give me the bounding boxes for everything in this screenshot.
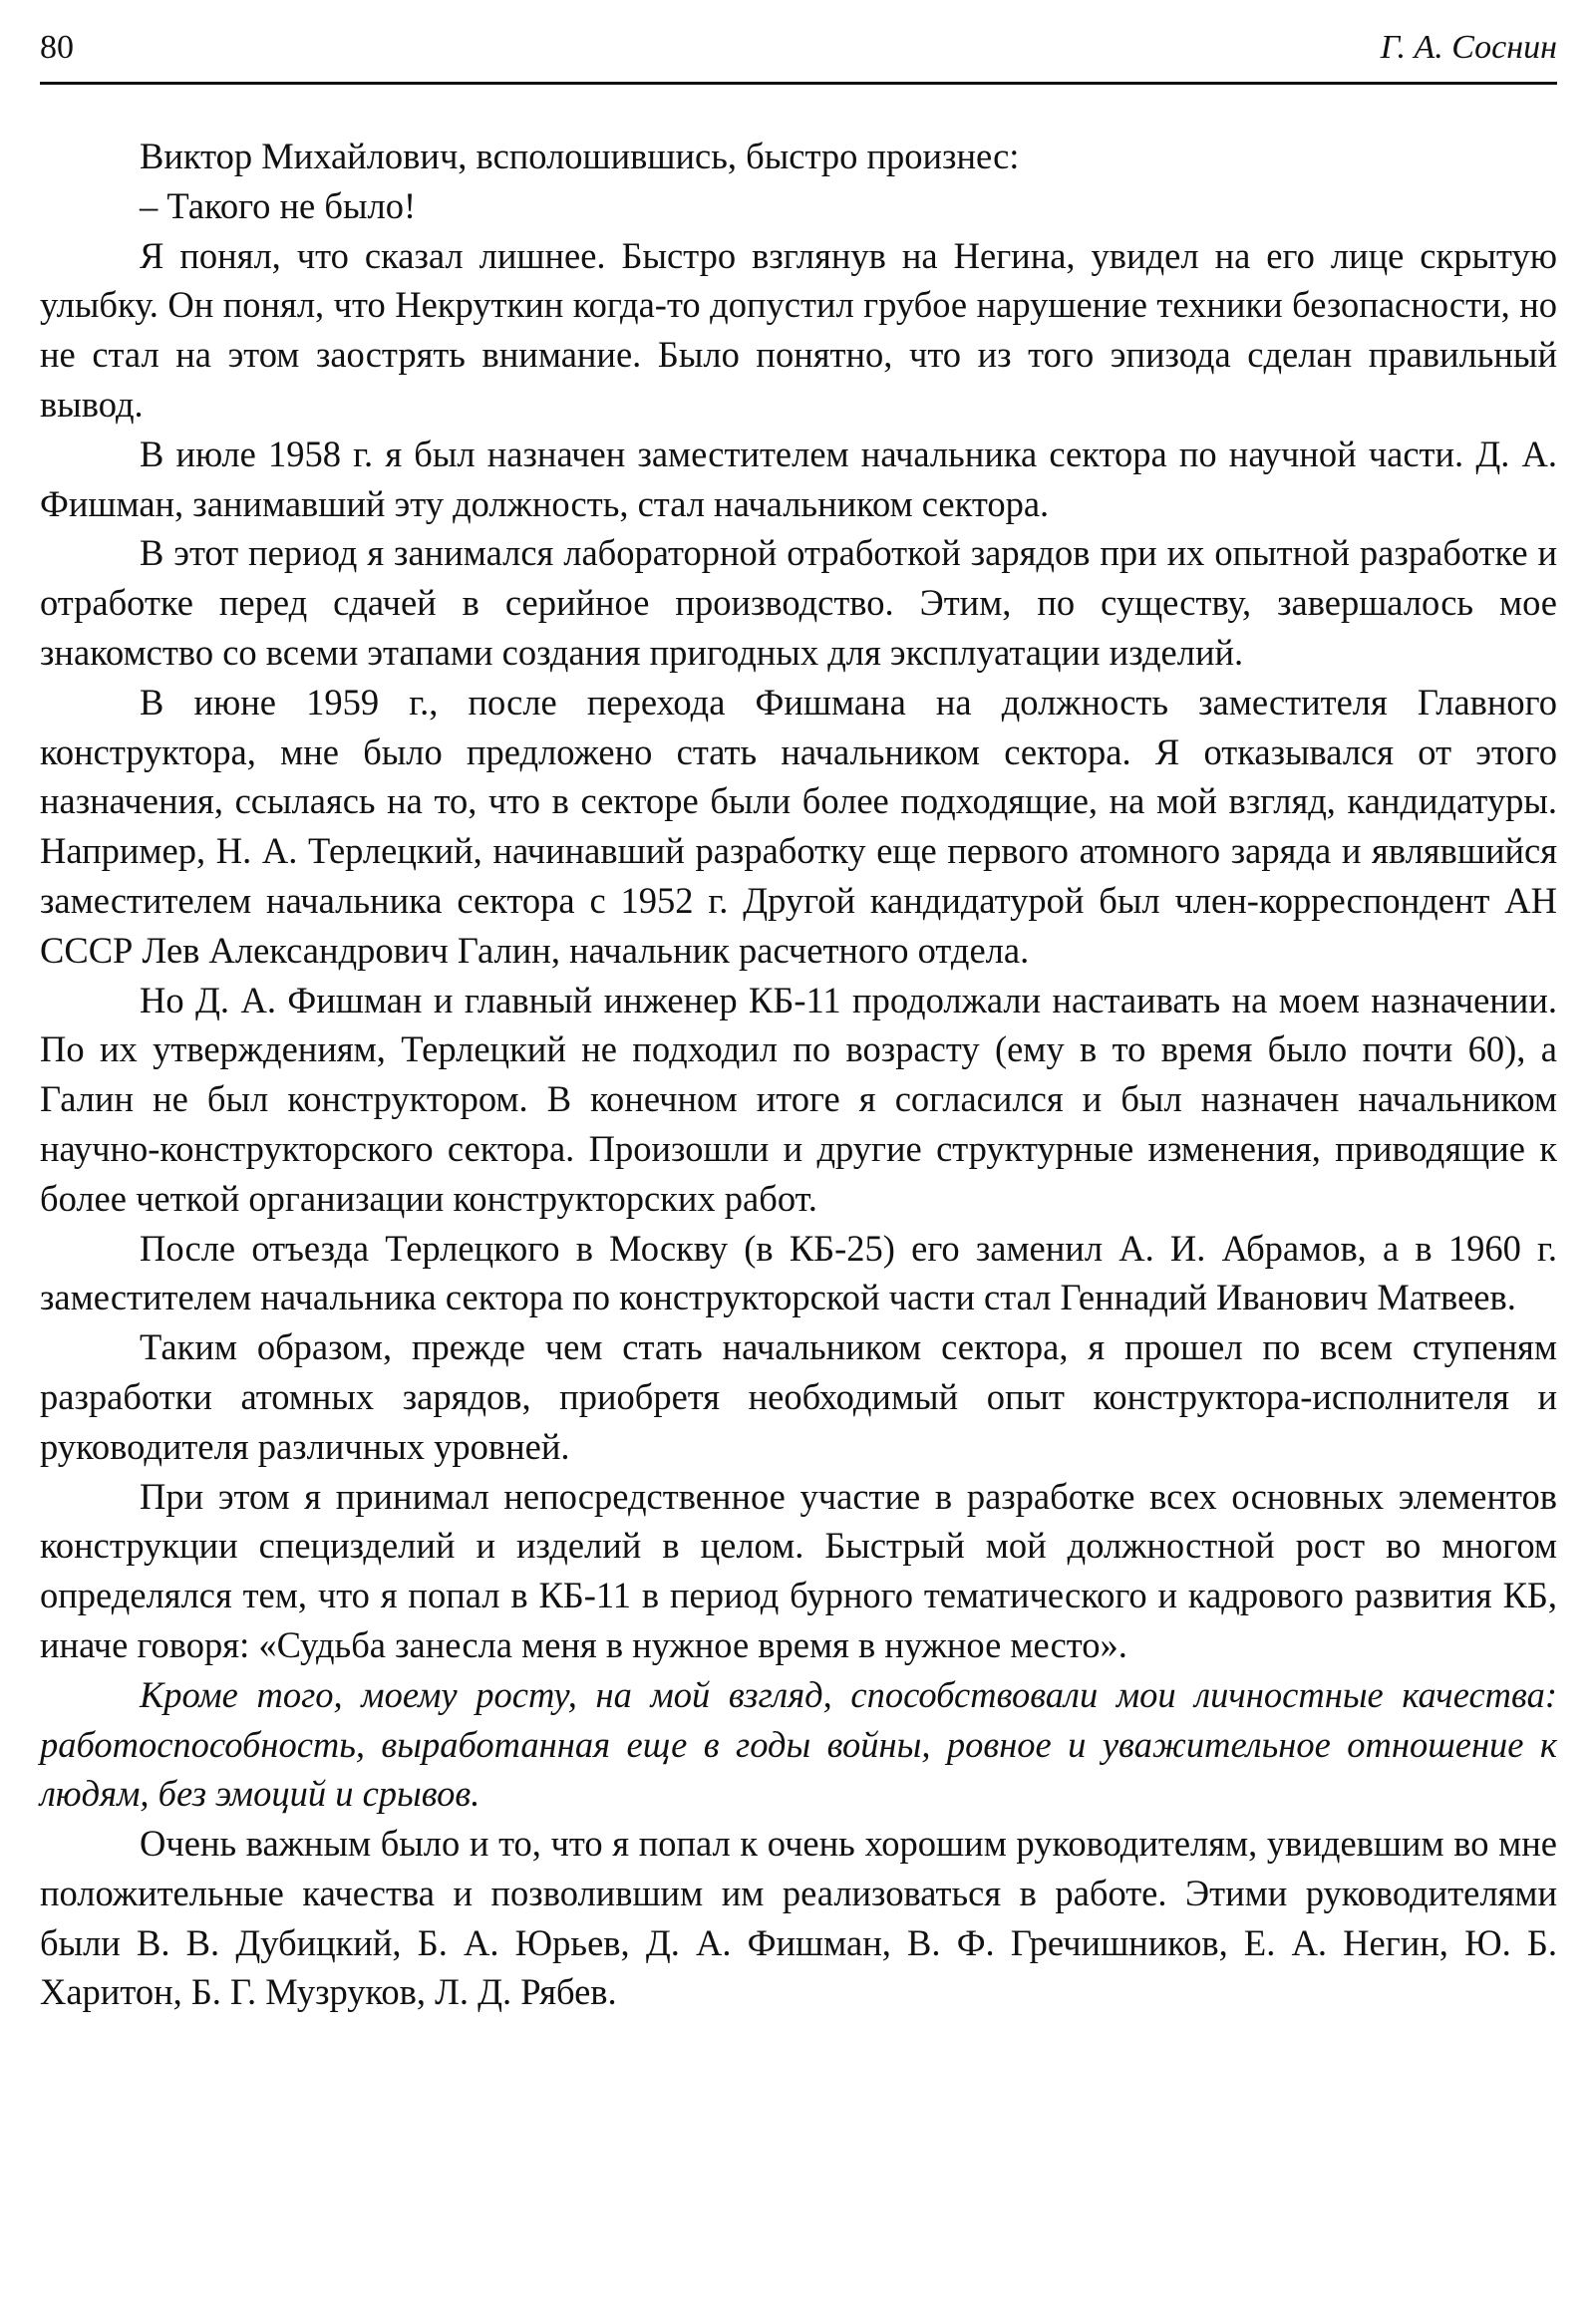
header-rule <box>40 82 1557 85</box>
paragraph-dialogue: – Такого не было! <box>140 184 417 226</box>
running-title: Г. А. Соснин <box>1380 29 1557 66</box>
paragraph: Но Д. А. Фишман и главный инженер КБ-11 продолжали настаивать на моем назначении. По их утверждениям, Терлецкий не подходил по возрасту (ему в то время было почти 60), а Галин не был конструктором. В конечном итоге я согласился и был назначен начальником научно-конструкторского сектора. Произошли и другие структурные изменения, приводящие к более четкой организации конструкторских работ. <box>40 979 1557 1219</box>
paragraph: После отъезда Терлецкого в Москву (в КБ-25) его заменил А. И. Абрамов, а в 1960 г. заместителем начальника сектора по конструкторской части стал Геннадий Иванович Матвеев. <box>40 1227 1557 1318</box>
paragraph: В июле 1958 г. я был назначен заместителем начальника сектора по научной части. Д. А. Фишман, занимавший эту должность, стал начальником сектора. <box>40 433 1557 524</box>
paragraph-italic: Кроме того, моему росту, на мой взгляд, способствовали мои личностные качества: работоспособность, выработанная еще в годы войны, ровное и уважительное отношение к людям, без эмоций и срывов. <box>40 1673 1557 1815</box>
body-text <box>40 132 1557 2017</box>
paragraph: Я понял, что сказал лишнее. Быстро взглянув на Негина, увидел на его лице скрытую улыбку. Он понял, что Некруткин когда-то допустил грубое нарушение техники безопасности, но не стал на этом заострять внимание. Было понятно, что из того эпизода сделан правильный вывод. <box>40 234 1557 425</box>
running-head <box>40 22 1557 74</box>
paragraph: Таким образом, прежде чем стать начальником сектора, я прошел по всем ступеням разработки атомных зарядов, приобретя необходимый опыт конструктора-исполнителя и руководителя различных уровней. <box>40 1326 1557 1467</box>
paragraph: Виктор Михайлович, всполошившись, быстро произнес: <box>140 136 1020 176</box>
paragraph: В этот период я занимался лабораторной отработкой зарядов при их опытной разработке и отработке перед сдачей в серийное производство. Этим, по существу, завершалось мое знакомство со всеми этапами создания пригодных для эксплуатации изделий. <box>40 532 1557 673</box>
paragraph: В июне 1959 г., после перехода Фишмана на должность заместителя Главного конструктора, мне было предложено стать начальником сектора. Я отказывался от этого назначения, ссылаясь на то, что в секторе были более подходящие, на мой взгляд, кандидатуры. Например, Н. А. Терлецкий, начинавший разработку еще первого атомного заряда и являвшийся заместителем начальника сектора с 1952 г. Другой кандидатурой был член-корреспондент АН СССР Лев Александрович Галин, начальник расчетного отдела. <box>40 681 1557 971</box>
paragraph: Очень важным было и то, что я попал к очень хорошим руководителям, увидевшим во мне положительные качества и позволившим им реализоваться в работе. Этими руководителями были В. В. Дубицкий, Б. А. Юрьев, Д. А. Фишман, В. Ф. Гречишников, Е. А. Негин, Ю. Б. Харитон, Б. Г. Музруков, Л. Д. Рябев. <box>40 1823 1557 2013</box>
page-number: 80 <box>40 29 74 66</box>
paragraph: При этом я принимал непосредственное участие в разработке всех основных элементов конструкции специзделий и изделий в целом. Быстрый мой должностной рост во многом определялся тем, что я попал в КБ-11 в период бурного тематического и кадрового развития КБ, иначе говоря: «Судьба занесла меня в нужное время в нужное место». <box>40 1475 1557 1665</box>
